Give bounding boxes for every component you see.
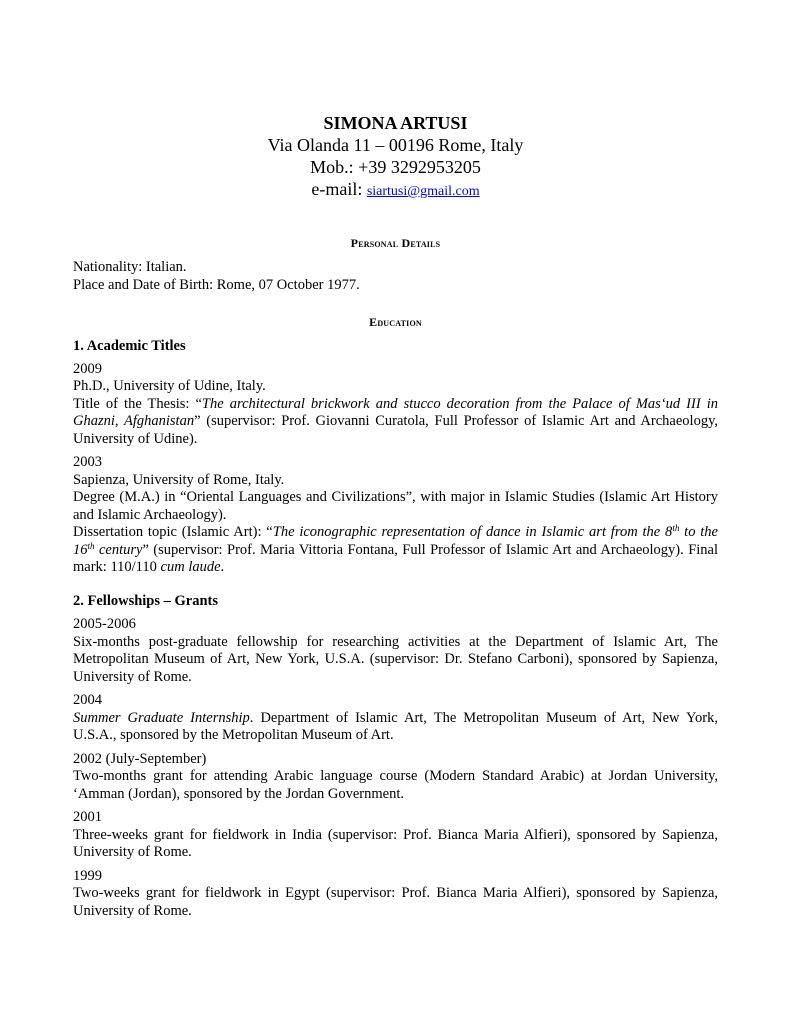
- thesis-suffix: ” (supervisor: Prof. Giovanni Curatola, Full Professor of Islamic Art and Archaeology, University of Udine).: [73, 413, 719, 447]
- fellowship-year: 2002 (July-September): [73, 750, 207, 767]
- ma-year: 2003: [73, 454, 102, 470]
- email-line: [0, 178, 791, 203]
- honors: cum laude: [160, 559, 221, 575]
- fellowship-text: Three-weeks grant for fieldwork in India (supervisor: Prof. Bianca Maria Alfieri), sponsored by Sapienza, University of Rome.: [73, 826, 718, 860]
- superscript-th: th: [87, 540, 95, 551]
- email-label: e-mail:: [311, 179, 367, 199]
- internship-text: . Department of Islamic Art, The Metropolitan Museum of Art, New York, U.S.A., sponsored by the Metropolitan Museum of Art.: [73, 709, 718, 743]
- fellowship-item: [73, 692, 718, 745]
- fellowship-year: 1999: [73, 867, 102, 884]
- fellowship-item: [73, 616, 718, 686]
- candidate-name: SIMONA ARTUSI: [323, 113, 468, 133]
- fellowship-item: [73, 809, 718, 862]
- ma-university: Sapienza, University of Rome, Italy.: [73, 471, 285, 488]
- ma-degree: Degree (M.A.) in “Oriental Languages and Civilizations”, with major in Islamic Studies (Islamic Art History and Islamic Archaeology).: [73, 489, 718, 523]
- phd-year: 2009: [73, 360, 102, 377]
- topic-prefix: Dissertation topic (Islamic Art): “: [73, 524, 273, 540]
- topic-suffix: ” (supervisor: Prof. Maria Vittoria Fontana, Full Professor of Islamic Art and Archaeology). Final mark: 110/110: [73, 541, 719, 575]
- ma-entry: [73, 454, 718, 577]
- nationality: Nationality: Italian.: [73, 259, 187, 275]
- superscript-th: th: [672, 523, 680, 533]
- education-heading: Education: [369, 315, 422, 329]
- fellowship-text: Two-months grant for attending Arabic language course (Modern Standard Arabic) at Jordan University, ‘Amman (Jordan), sponsored by the Jordan Government.: [73, 768, 718, 802]
- fellowship-year: 2001: [73, 809, 102, 825]
- mobile-number: Mob.: +39 3292953205: [310, 157, 481, 177]
- fellowship-item: [73, 868, 718, 921]
- phd-degree: Ph.D., University of Udine, Italy.: [73, 378, 266, 394]
- internship-title: Summer Graduate Internship: [73, 709, 250, 726]
- topic-title-c: century: [94, 541, 143, 558]
- fellowships-heading: 2. Fellowships – Grants: [73, 592, 219, 609]
- period: .: [220, 559, 225, 575]
- ma-dissertation: [73, 524, 718, 577]
- phd-entry: [73, 361, 718, 449]
- topic-title-b: to the 16: [73, 524, 718, 558]
- thesis-prefix: Title of the Thesis: “: [73, 395, 202, 412]
- fellowship-year: 2004: [73, 692, 102, 708]
- fellowship-text: Two-weeks grant for fieldwork in Egypt (supervisor: Prof. Bianca Maria Alfieri), sponsored by Sapienza, University of Rome.: [73, 885, 718, 919]
- thesis-title: The architectural brickwork and stucco decoration from the Palace of Mas‘ud III in Ghazni, Afghanistan: [73, 395, 718, 429]
- phd-thesis: [73, 396, 718, 449]
- fellowship-item: [73, 751, 718, 804]
- fellowship-year: 2005-2006: [73, 616, 136, 632]
- cv-header: [0, 112, 791, 203]
- personal-details-heading: Personal Details: [350, 236, 441, 250]
- fellowship-text: [73, 710, 718, 745]
- education-section: [73, 338, 718, 926]
- fellowship-text: Six-months post-graduate fellowship for researching activities at the Department of Islamic Art, The Metropolitan Museum of Art, New York, U.S.A. (supervisor: Dr. Stefano Carboni), sponsored by Sapienza, University of Rome.: [73, 633, 718, 685]
- academic-titles-heading: 1. Academic Titles: [73, 338, 186, 354]
- topic-title-a: The iconographic representation of dance in Islamic art from the 8: [272, 524, 673, 540]
- birth-info: Place and Date of Birth: Rome, 07 October 1977.: [73, 276, 360, 293]
- personal-details: [73, 259, 718, 294]
- email-link[interactable]: siartusi@gmail.com: [366, 184, 480, 199]
- address: Via Olanda 11 – 00196 Rome, Italy: [267, 135, 524, 155]
